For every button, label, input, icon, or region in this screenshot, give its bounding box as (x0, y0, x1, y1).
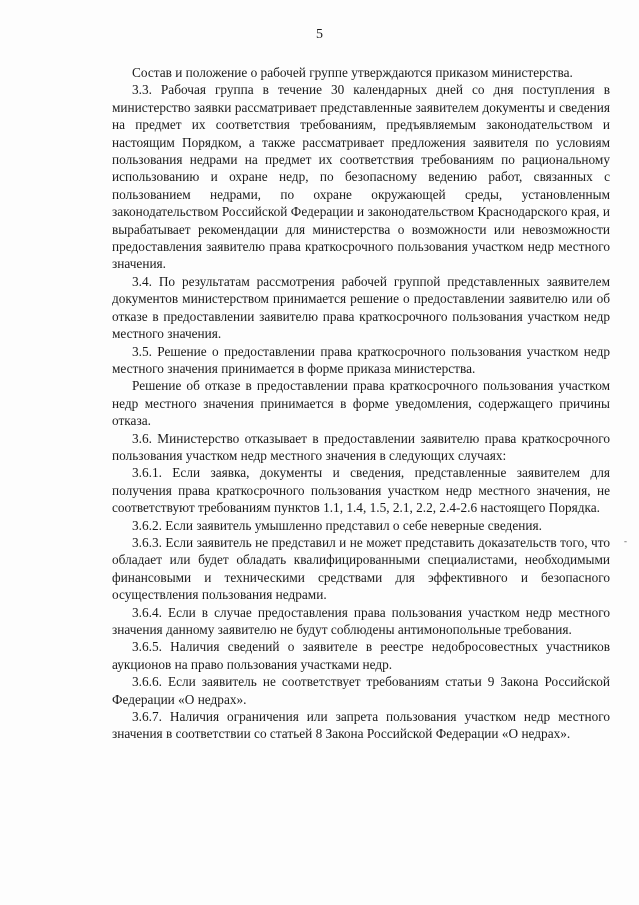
paragraph-3-6-3: 3.6.3. Если заявитель не представил и не может представить доказательств того, что обладает или будет обладать квалифицированными специалистами, необходимыми финансовыми и техническими средствами для эффективного и безопасного осуществления пользования недрами. (112, 534, 610, 603)
paragraph-refusal-decision: Решение об отказе в предоставлении права краткосрочного пользования участком недр местного значения принимается в форме уведомления, содержащего причины отказа. (112, 378, 610, 429)
page-number: 5 (316, 27, 323, 42)
margin-mark: - (624, 536, 627, 546)
paragraph-3-6-4: 3.6.4. Если в случае предоставления права пользования участком недр местного значения данному заявителю не будут соблюдены антимонопольные требования. (112, 604, 610, 637)
paragraph-3-6-1: 3.6.1. Если заявка, документы и сведения, представленные заявителем для получения права краткосрочного пользования участком недр местного значения, не соответствуют требованиям пунктов 1.1, 1.4, 1.5, 2.1, 2.2, 2.4-2.6 настоящего Порядка. (112, 465, 610, 516)
paragraph-3-3: 3.3. Рабочая группа в течение 30 календарных дней со дня поступления в министерство заявки рассматривает представленные заявителем документы и сведения на предмет их соответствия требованиям, предъявляемым законодательством и настоящим Порядком, а также рассматривает предложения заявителя по условиям пользования недрами на предмет их соответствия требованиям по рациональному использованию и охране недр, по безопасному ведению работ, связанных с пользованием недрами, по охране окружающей среды, установленным законодательством Российской Федерации и законодательством Краснодарского края, и вырабатывает рекомендации для министерства о возможности или невозможности предоставления заявителю права краткосрочного пользования участком недр местного значения. (112, 82, 610, 272)
paragraph-3-6-2: 3.6.2. Если заявитель умышленно представил о себе неверные сведения. (132, 517, 542, 533)
document-body (112, 64, 610, 743)
paragraph-3-4: 3.4. По результатам рассмотрения рабочей группой представленных заявителем документов министерством принимается решение о предоставлении заявителю или об отказе в предоставлении заявителю права краткосрочного пользования участком недр местного значения. (112, 273, 610, 342)
paragraph-working-group-composition: Состав и положение о рабочей группе утверждаются приказом министерства. (132, 65, 573, 80)
paragraph-3-6-6: 3.6.6. Если заявитель не соответствует требованиям статьи 9 Закона Российской Федерации «О недрах». (112, 674, 610, 707)
paragraph-3-6: 3.6. Министерство отказывает в предоставлении заявителю права краткосрочного пользования участком недр местного значения в следующих случаях: (112, 430, 610, 463)
paragraph-3-6-7: 3.6.7. Наличия ограничения или запрета пользования участком недр местного значения в соответствии со статьей 8 Закона Российской Федерации «О недрах». (112, 709, 610, 742)
paragraph-3-6-5: 3.6.5. Наличия сведений о заявителе в реестре недобросовестных участников аукционов на право пользования участками недр. (112, 639, 610, 672)
paragraph-3-5: 3.5. Решение о предоставлении права краткосрочного пользования участком недр местного значения принимается в форме приказа министерства. (112, 343, 610, 376)
